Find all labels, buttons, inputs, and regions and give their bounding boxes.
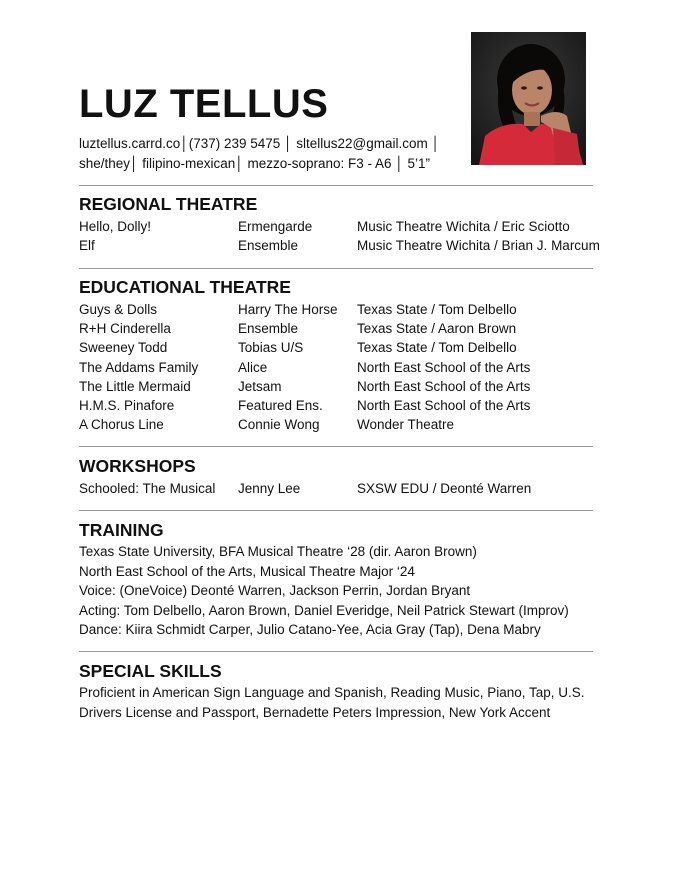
role: Ermengarde	[238, 219, 313, 234]
venue-director: Texas State / Aaron Brown	[357, 321, 517, 337]
show-title: Sweeney Todd	[79, 340, 168, 356]
training-line: Acting: Tom Delbello, Aaron Brown, Daniel Everidge, Neil Patrick Stewart (Improv)	[79, 602, 569, 618]
role: Harry The Horse	[238, 302, 338, 317]
divider	[79, 268, 593, 269]
venue-director: Texas State / Tom Delbello	[357, 302, 517, 317]
role: Jetsam	[238, 378, 282, 394]
show-title: R+H Cinderella	[79, 321, 171, 337]
training-line: Texas State University, BFA Musical Theatre ‘28 (dir. Aaron Brown)	[79, 544, 477, 559]
skills-text	[79, 683, 585, 722]
show-title: A Chorus Line	[79, 417, 164, 433]
contact-line-1: luztellus.carrd.co│(737) 239 5475 │ sltellus22@gmail.com │	[79, 136, 440, 151]
training-line: Voice: (OneVoice) Deonté Warren, Jackson Perrin, Jordan Bryant	[79, 583, 471, 598]
divider	[79, 446, 593, 447]
skills-line: Drivers License and Passport, Bernadette Peters Impression, New York Accent	[79, 704, 551, 720]
show-title: The Little Mermaid	[79, 378, 191, 394]
show-title: Hello, Dolly!	[79, 219, 152, 234]
training-line: North East School of the Arts, Musical Theatre Major ‘24	[79, 563, 415, 579]
section-title-educational: EDUCATIONAL THEATRE	[79, 277, 291, 297]
training-line: Dance: Kiira Schmidt Carper, Julio Catano-Yee, Acia Gray (Tap), Dena Mabry	[79, 622, 541, 637]
role: Ensemble	[238, 321, 299, 337]
show-title: Schooled: The Musical	[79, 481, 216, 496]
role: Ensemble	[238, 238, 299, 254]
headshot-photo	[471, 32, 586, 165]
role: Featured Ens.	[238, 397, 323, 413]
show-title: The Addams Family	[79, 359, 199, 375]
show-title: Elf	[79, 238, 95, 254]
performer-name: LUZ TELLUS	[79, 82, 329, 126]
skills-line: Proficient in American Sign Language and Spanish, Reading Music, Piano, Tap, U.S.	[79, 685, 585, 700]
venue-director: Music Theatre Wichita / Brian J. Marcum	[357, 238, 600, 254]
venue-director: Wonder Theatre	[357, 417, 455, 433]
venue-director: Texas State / Tom Delbello	[357, 340, 517, 356]
divider	[79, 510, 593, 511]
role: Tobias U/S	[238, 340, 304, 356]
divider	[79, 651, 593, 652]
role: Jenny Lee	[238, 481, 301, 496]
venue-director: SXSW EDU / Deonté Warren	[357, 481, 532, 496]
headshot-image	[471, 32, 586, 165]
venue-director: North East School of the Arts	[357, 397, 531, 413]
role: Connie Wong	[238, 417, 320, 433]
venue-director: North East School of the Arts	[357, 359, 531, 375]
section-title-training: TRAINING	[79, 520, 164, 540]
divider	[79, 185, 593, 186]
contact-info	[79, 134, 440, 174]
section-title-skills: SPECIAL SKILLS	[79, 661, 222, 681]
show-title: Guys & Dolls	[79, 302, 158, 317]
contact-line-2: she/they│ filipino-mexican│ mezzo-soprano: F3 - A6 │ 5’1”	[79, 156, 430, 171]
training-list	[79, 542, 569, 640]
venue-director: Music Theatre Wichita / Eric Sciotto	[357, 219, 570, 234]
section-title-regional: REGIONAL THEATRE	[79, 194, 258, 214]
section-title-workshops: WORKSHOPS	[79, 456, 196, 476]
role: Alice	[238, 359, 268, 375]
venue-director: North East School of the Arts	[357, 378, 531, 394]
show-title: H.M.S. Pinafore	[79, 397, 175, 413]
